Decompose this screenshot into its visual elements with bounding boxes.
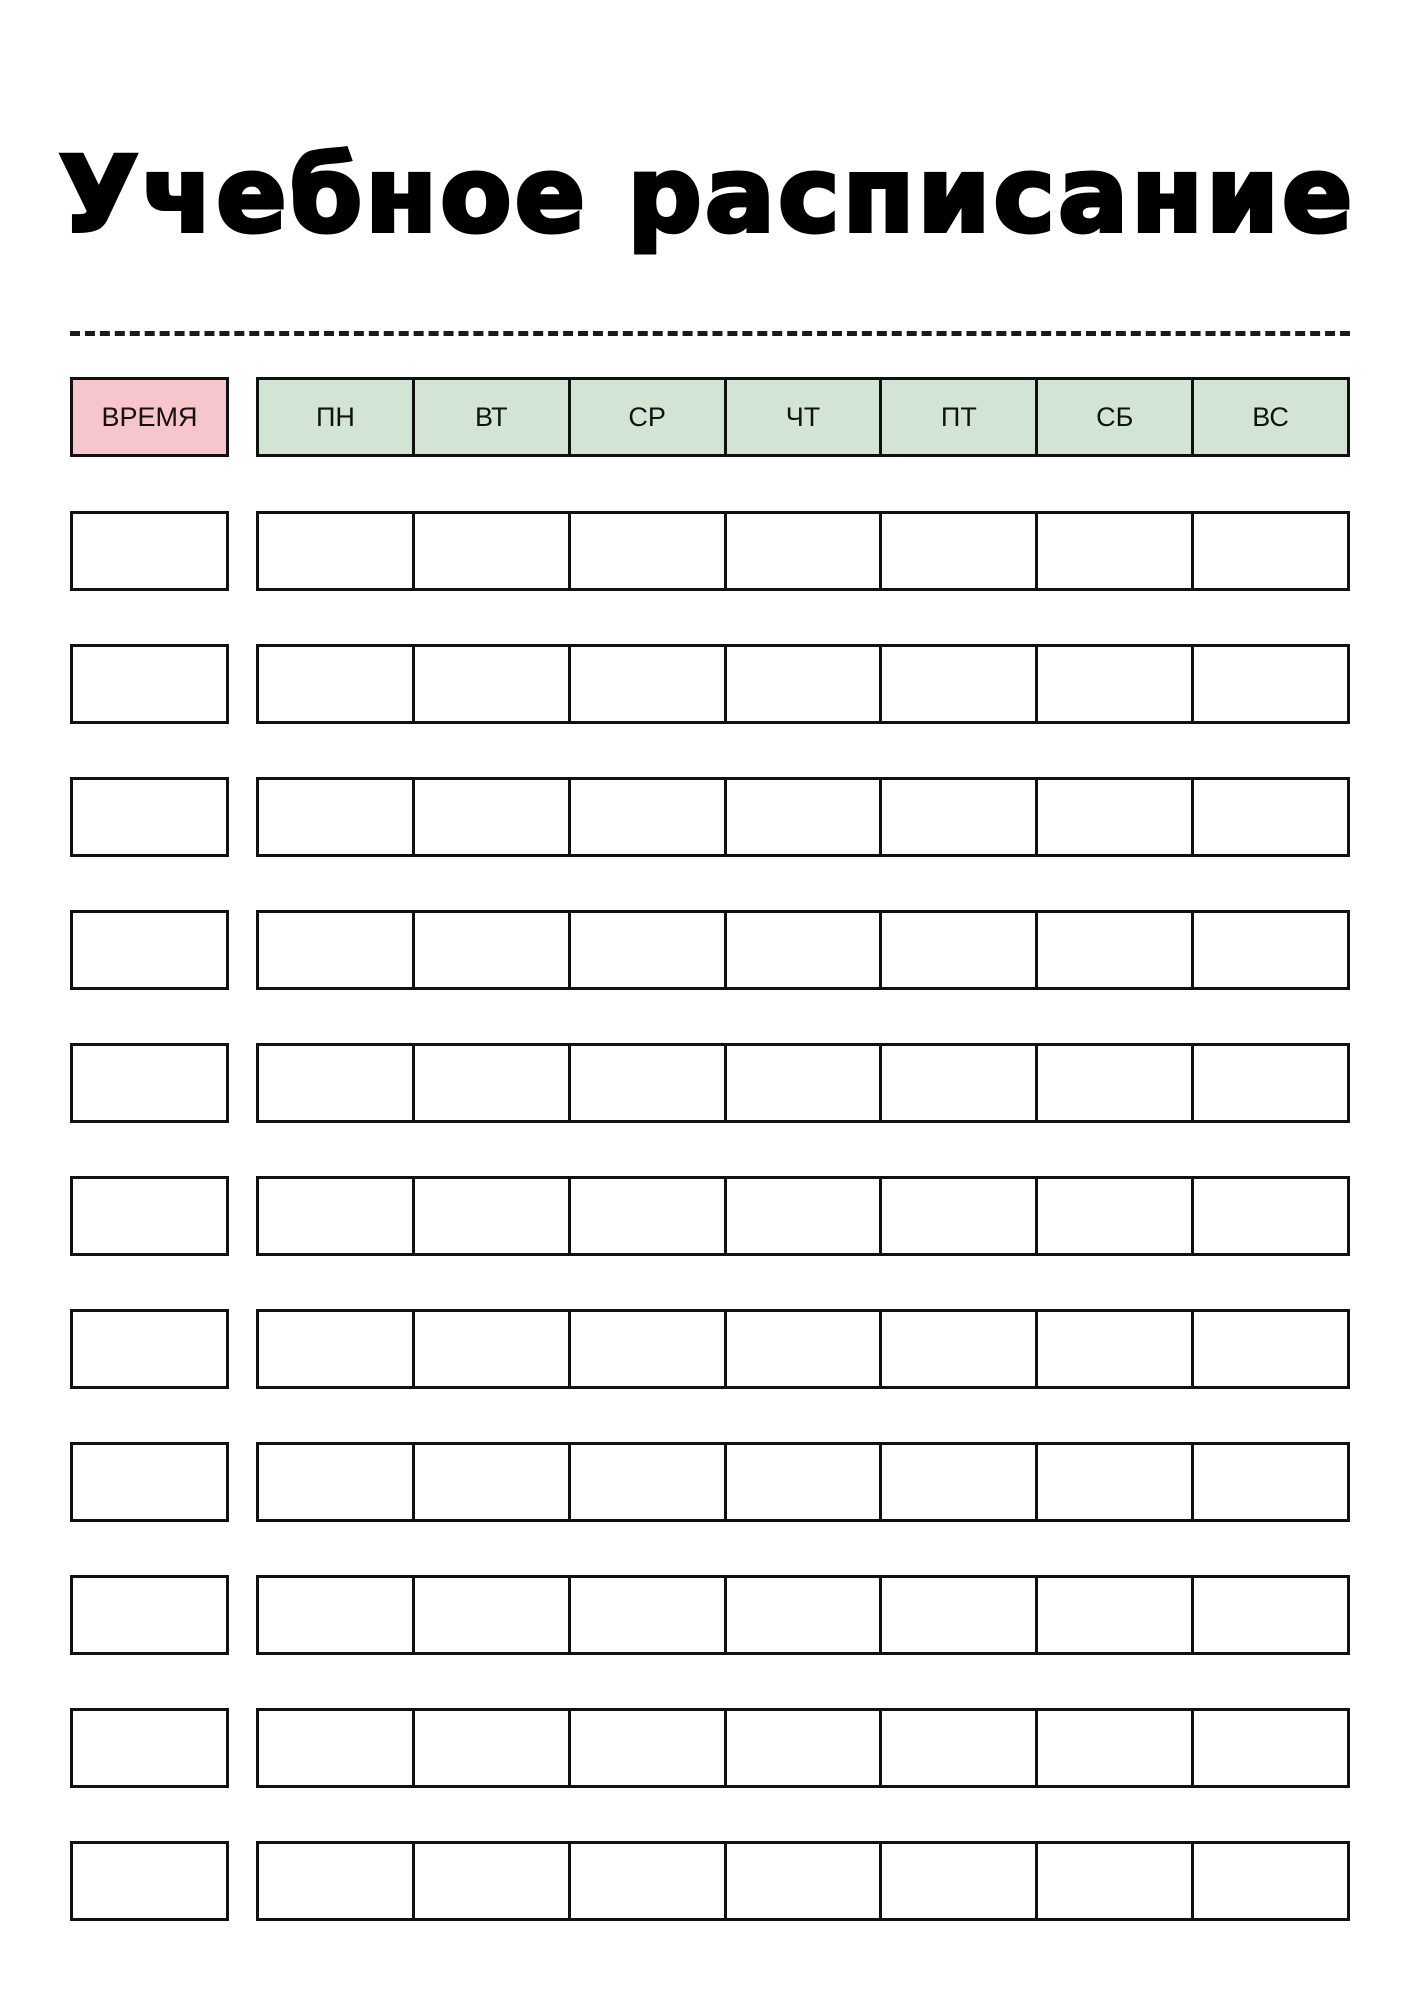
day-header-group — [256, 377, 1350, 457]
day-cell[interactable] — [259, 1312, 415, 1386]
day-cell[interactable] — [1194, 1046, 1347, 1120]
day-cell[interactable] — [1038, 913, 1194, 987]
day-cell[interactable] — [571, 1046, 727, 1120]
day-cell-group — [256, 910, 1350, 990]
time-cell[interactable] — [70, 1708, 229, 1788]
day-cell[interactable] — [882, 1445, 1038, 1519]
day-cell[interactable] — [415, 780, 571, 854]
day-header-tue: ВТ — [415, 380, 571, 454]
day-header-wed: СР — [571, 380, 727, 454]
day-cell-group — [256, 1176, 1350, 1256]
day-cell[interactable] — [259, 1578, 415, 1652]
day-cell[interactable] — [259, 1445, 415, 1519]
day-cell[interactable] — [1194, 514, 1347, 588]
day-cell[interactable] — [415, 1844, 571, 1918]
day-cell-group — [256, 1043, 1350, 1123]
day-cell[interactable] — [882, 780, 1038, 854]
day-cell-group — [256, 644, 1350, 724]
day-cell[interactable] — [1194, 647, 1347, 721]
day-cell[interactable] — [415, 1179, 571, 1253]
day-cell[interactable] — [727, 1844, 883, 1918]
day-cell[interactable] — [571, 1445, 727, 1519]
time-cell[interactable] — [70, 1043, 229, 1123]
day-cell[interactable] — [727, 1312, 883, 1386]
day-cell[interactable] — [571, 1312, 727, 1386]
day-cell[interactable] — [571, 780, 727, 854]
day-cell[interactable] — [415, 1445, 571, 1519]
day-cell-group — [256, 1575, 1350, 1655]
day-cell[interactable] — [259, 514, 415, 588]
day-cell[interactable] — [1194, 1179, 1347, 1253]
day-cell[interactable] — [1038, 1578, 1194, 1652]
time-cell[interactable] — [70, 1575, 229, 1655]
day-header-mon: ПН — [259, 380, 415, 454]
day-cell[interactable] — [727, 1711, 883, 1785]
time-cell[interactable] — [70, 910, 229, 990]
day-cell[interactable] — [415, 1046, 571, 1120]
day-cell[interactable] — [571, 1578, 727, 1652]
day-cell-group — [256, 511, 1350, 591]
time-cell[interactable] — [70, 1442, 229, 1522]
time-cell[interactable] — [70, 1841, 229, 1921]
day-cell[interactable] — [727, 1179, 883, 1253]
day-cell[interactable] — [415, 1578, 571, 1652]
day-cell-group — [256, 1708, 1350, 1788]
day-cell[interactable] — [1194, 1445, 1347, 1519]
day-cell[interactable] — [415, 913, 571, 987]
day-cell[interactable] — [415, 1711, 571, 1785]
day-cell[interactable] — [1194, 913, 1347, 987]
day-cell[interactable] — [1194, 1312, 1347, 1386]
day-cell[interactable] — [571, 1179, 727, 1253]
day-cell[interactable] — [882, 1711, 1038, 1785]
day-cell[interactable] — [259, 780, 415, 854]
day-cell[interactable] — [1194, 1578, 1347, 1652]
day-cell-group — [256, 1442, 1350, 1522]
day-cell[interactable] — [1194, 1844, 1347, 1918]
day-cell[interactable] — [259, 913, 415, 987]
day-cell[interactable] — [882, 647, 1038, 721]
day-header-sat: СБ — [1038, 380, 1194, 454]
day-cell[interactable] — [727, 1046, 883, 1120]
day-cell[interactable] — [1038, 1179, 1194, 1253]
day-cell[interactable] — [259, 1179, 415, 1253]
day-cell[interactable] — [1038, 780, 1194, 854]
day-cell[interactable] — [1038, 1046, 1194, 1120]
day-cell[interactable] — [259, 1046, 415, 1120]
day-cell[interactable] — [727, 913, 883, 987]
day-cell[interactable] — [1038, 1844, 1194, 1918]
day-cell[interactable] — [1194, 1711, 1347, 1785]
day-cell[interactable] — [882, 1578, 1038, 1652]
time-cell[interactable] — [70, 777, 229, 857]
day-cell[interactable] — [1038, 1711, 1194, 1785]
day-cell[interactable] — [571, 514, 727, 588]
day-cell[interactable] — [571, 1844, 727, 1918]
day-cell[interactable] — [1038, 1445, 1194, 1519]
day-cell[interactable] — [882, 1046, 1038, 1120]
time-header-cell: ВРЕМЯ — [70, 377, 229, 457]
day-cell[interactable] — [882, 1844, 1038, 1918]
day-cell[interactable] — [571, 647, 727, 721]
day-cell-group — [256, 1309, 1350, 1389]
day-cell[interactable] — [1038, 514, 1194, 588]
day-header-sun: ВС — [1252, 401, 1289, 432]
day-cell[interactable] — [727, 514, 883, 588]
page-title: Учебное расписание — [58, 134, 1356, 256]
day-cell[interactable] — [415, 647, 571, 721]
day-header-thu: ЧТ — [727, 380, 883, 454]
day-cell-group — [256, 777, 1350, 857]
dashed-divider — [70, 331, 1350, 336]
time-cell[interactable] — [70, 644, 229, 724]
day-cell[interactable] — [882, 1179, 1038, 1253]
day-cell[interactable] — [415, 514, 571, 588]
day-cell[interactable] — [882, 1312, 1038, 1386]
day-cell[interactable] — [727, 1445, 883, 1519]
time-cell[interactable] — [70, 1309, 229, 1389]
day-cell[interactable] — [259, 647, 415, 721]
day-cell[interactable] — [882, 514, 1038, 588]
day-cell[interactable] — [1038, 1312, 1194, 1386]
day-cell[interactable] — [727, 780, 883, 854]
day-cell[interactable] — [415, 1312, 571, 1386]
day-cell[interactable] — [727, 1578, 883, 1652]
day-cell[interactable] — [571, 913, 727, 987]
day-cell-group — [256, 1841, 1350, 1921]
day-cell[interactable] — [571, 1711, 727, 1785]
day-cell[interactable] — [882, 913, 1038, 987]
day-cell[interactable] — [1194, 780, 1347, 854]
day-header-fri: ПТ — [882, 380, 1038, 454]
day-cell[interactable] — [1038, 647, 1194, 721]
day-cell[interactable] — [259, 1711, 415, 1785]
time-cell[interactable] — [70, 511, 229, 591]
day-cell[interactable] — [727, 647, 883, 721]
day-cell[interactable] — [259, 1844, 415, 1918]
time-cell[interactable] — [70, 1176, 229, 1256]
